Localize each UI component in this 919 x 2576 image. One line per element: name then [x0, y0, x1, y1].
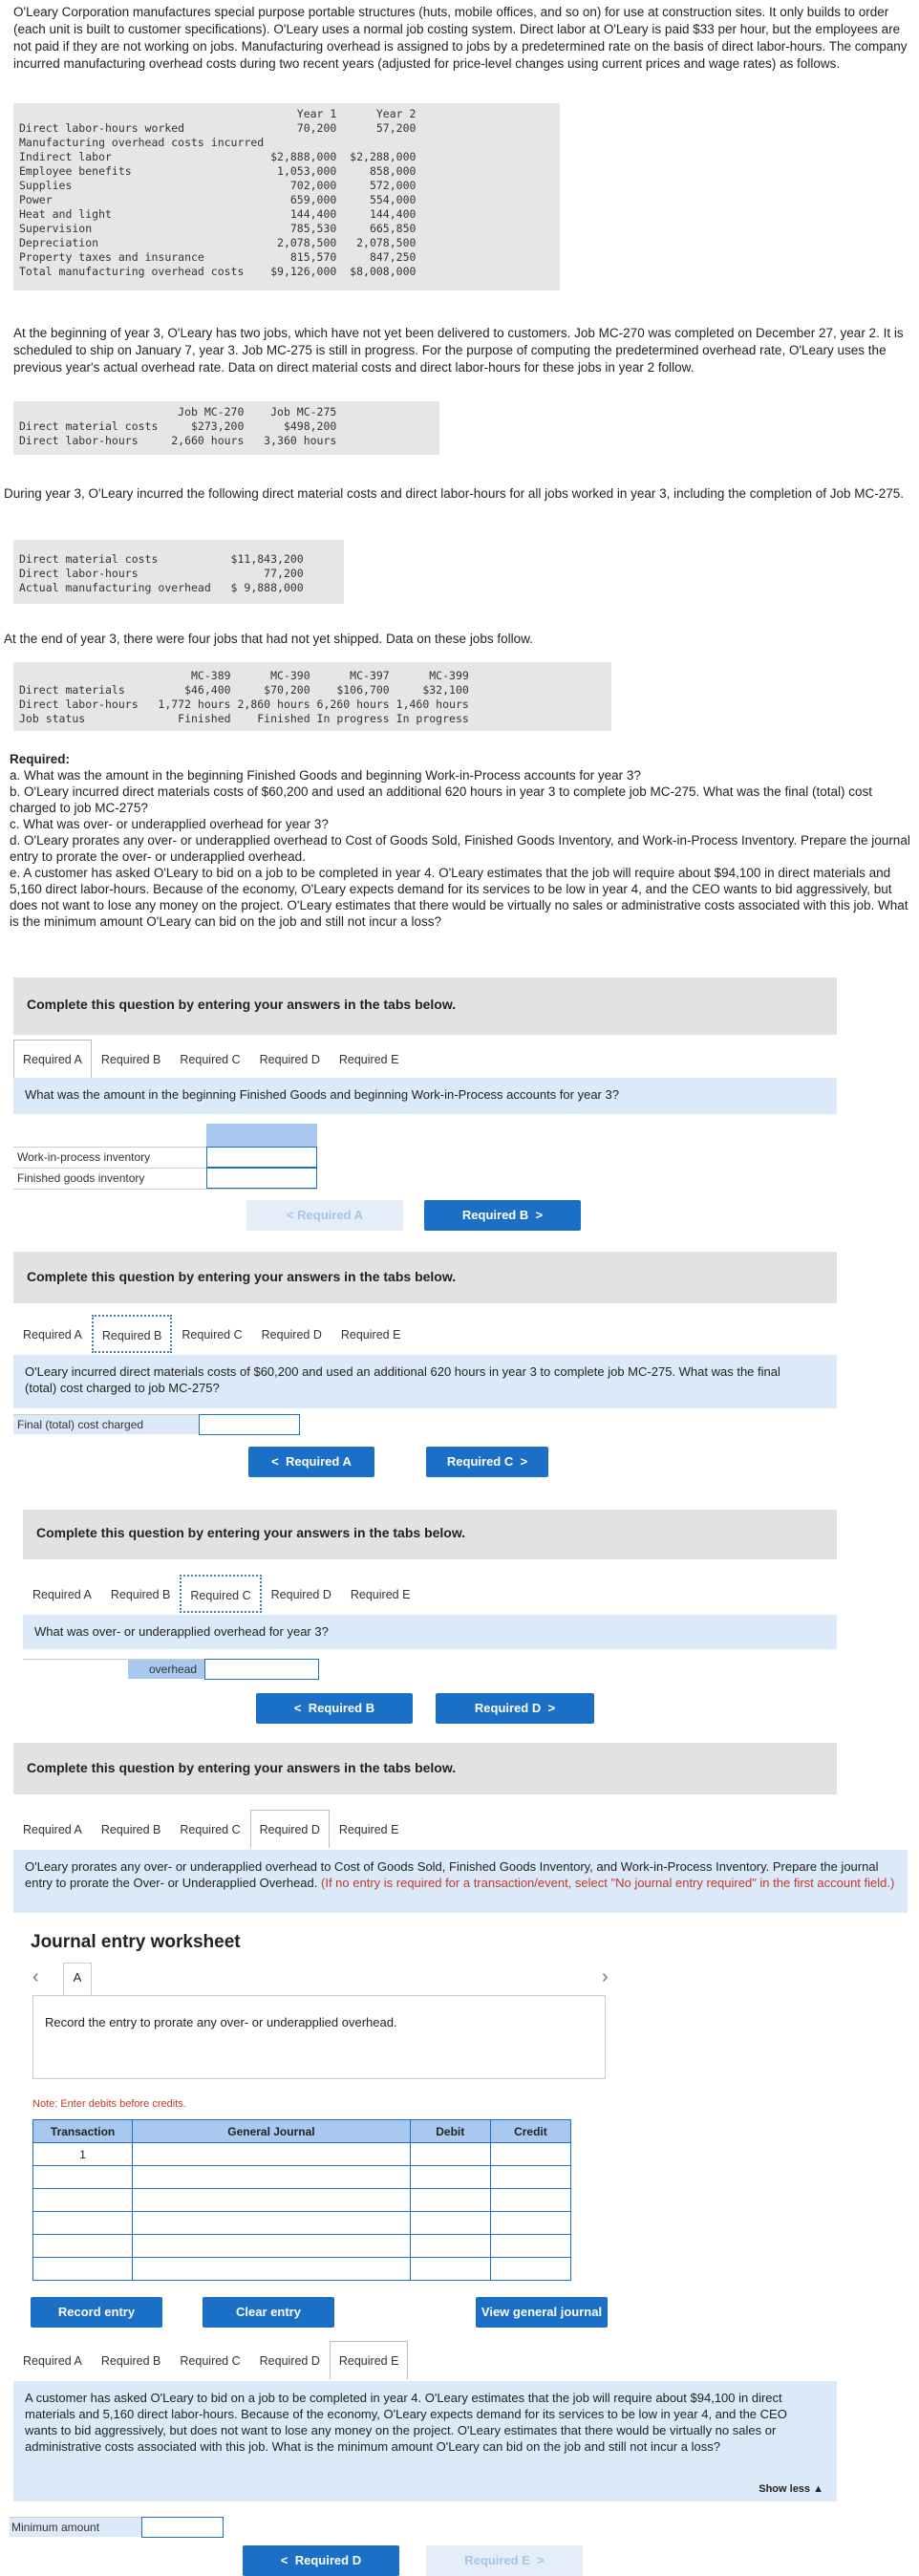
tab-required-e[interactable]: Required E	[338, 1053, 399, 1066]
final-cost-input[interactable]	[199, 1414, 300, 1435]
tab-required-a[interactable]: Required A	[32, 1588, 92, 1601]
question-d	[13, 1850, 908, 1913]
table3	[19, 552, 304, 595]
table4-row: Direct materials $46,400 $70,200 $106,700 $32,100	[19, 683, 469, 697]
next-button-b[interactable]	[426, 1447, 548, 1477]
transaction-cell	[33, 2235, 133, 2258]
table4-header: MC-389 MC-390 MC-397 MC-399	[19, 669, 469, 682]
table2-row: Direct material costs $273,200 $498,200	[19, 419, 337, 433]
view-journal-button[interactable]	[476, 2297, 608, 2328]
journal-row	[33, 2258, 571, 2281]
chevron-left-icon: <	[271, 1454, 286, 1469]
chevron-right-icon[interactable]: ›	[602, 1966, 609, 1987]
tab-required-b[interactable]: Required B	[100, 1053, 161, 1066]
wip-input[interactable]	[206, 1147, 317, 1168]
tabs-e	[13, 2341, 408, 2379]
overhead-label-bg	[23, 1660, 128, 1679]
table-a-header	[206, 1124, 317, 1147]
para2-text: At the beginning of year 3, O'Leary has two jobs, which have not yet been delivered to customers. Job MC-270 was completed on December 27, year 2. It is scheduled to ship on January 7, year 3. Job MC-275 is still in progress. For the purpose of computing the predetermined overhead rate, O'Leary uses the previous year's actual overhead rate. Data on direct material costs and direct labor-hours for these jobs in year 2 follow.	[13, 326, 904, 375]
journal-row	[33, 2235, 571, 2258]
tab-required-d[interactable]: Required D	[250, 1810, 330, 1848]
transaction-cell: 1	[33, 2143, 133, 2166]
record-label: Record entry	[57, 2305, 136, 2319]
col-credit: Credit	[490, 2120, 570, 2143]
account-input[interactable]	[133, 2235, 411, 2258]
account-input[interactable]	[133, 2212, 411, 2235]
tabs-c	[23, 1575, 419, 1613]
journal-row	[33, 2189, 571, 2212]
journal-row	[33, 2166, 571, 2189]
prev-button-e[interactable]	[243, 2545, 399, 2576]
complete-bar-b: Complete this question by entering your answers in the tabs below.	[13, 1252, 837, 1303]
min-amount-label: Minimum amount	[11, 2521, 100, 2534]
question-d-note: (If no entry is required for a transaction/event, select "No journal entry required" in the first account field.)	[321, 1875, 895, 1890]
wip-label: Work-in-process inventory	[17, 1150, 151, 1164]
clear-entry-button[interactable]	[203, 2297, 334, 2328]
tab-required-a[interactable]: Required A	[23, 1823, 82, 1836]
tab-required-d[interactable]: Required D	[261, 1328, 322, 1342]
debit-input[interactable]	[410, 2212, 490, 2235]
table1-header: Year 1 Year 2	[19, 107, 417, 120]
question-a: What was the amount in the beginning Finished Goods and beginning Work-in-Process accounts for year 3?	[13, 1078, 837, 1114]
tab-required-c[interactable]: Required C	[180, 1053, 241, 1066]
view-label: View general journal	[481, 2305, 603, 2319]
account-input[interactable]	[133, 2189, 411, 2212]
tab-required-a[interactable]: Required A	[23, 1328, 82, 1342]
debit-input[interactable]	[410, 2143, 490, 2166]
debit-input[interactable]	[410, 2235, 490, 2258]
journal-row	[33, 2143, 571, 2166]
fg-input[interactable]	[206, 1168, 317, 1189]
debit-input[interactable]	[410, 2189, 490, 2212]
table1-row: Indirect labor $2,888,000 $2,288,000	[19, 150, 417, 163]
chevron-left-icon: <	[293, 1701, 309, 1715]
clear-label: Clear entry	[236, 2305, 301, 2319]
tab-required-a[interactable]: Required A	[13, 1040, 92, 1078]
tab-required-c[interactable]: Required C	[180, 2354, 241, 2368]
complete-bar-c: Complete this question by entering your answers in the tabs below.	[23, 1510, 837, 1559]
required-a: a. What was the amount in the beginning Finished Goods and beginning Work-in-Process accounts for year 3?	[10, 768, 641, 783]
table2-row: Direct labor-hours 2,660 hours 3,360 hours	[19, 434, 337, 447]
required-c: c. What was over- or underapplied overhead for year 3?	[10, 817, 329, 831]
required-e: e. A customer has asked O'Leary to bid on a job to be completed in year 4. O'Leary estimates that the job will require about $94,100 in direct materials and 5,160 direct labor-hours. Because of the economy, O'Leary expects demand for its services to be low in year 4, and the CEO wants to bid aggressively, but does not want to lose any money on the project. O'Leary estimates that there would be virtually no sales or administrative costs associated with this job. What is the minimum amount O'Leary can bid on the job and still not incur a loss?	[10, 866, 908, 929]
transaction-cell	[33, 2189, 133, 2212]
required-title: Required:	[10, 752, 71, 766]
complete-bar-a: Complete this question by entering your answers in the tabs below.	[13, 977, 837, 1035]
transaction-cell	[33, 2212, 133, 2235]
col-general-journal: General Journal	[133, 2120, 411, 2143]
account-input[interactable]	[133, 2166, 411, 2189]
credit-input[interactable]	[490, 2212, 570, 2235]
debit-input[interactable]	[410, 2258, 490, 2281]
show-less-link[interactable]: Show less ▲	[759, 2482, 823, 2495]
next-label: Required C	[446, 1454, 514, 1469]
overhead-label: overhead	[149, 1663, 198, 1676]
table4-row: Job status Finished Finished In progress In progress	[19, 712, 469, 725]
tab-required-a[interactable]: Required A	[23, 2354, 82, 2368]
chevron-left-icon: <	[280, 2553, 295, 2567]
required-b: b. O'Leary incurred direct materials costs of $60,200 and used an additional 620 hours in year 3 to complete job MC-275. What was the final (total) cost charged to job MC-275?	[10, 784, 873, 815]
table1-row: Heat and light 144,400 144,400	[19, 207, 417, 221]
debit-input[interactable]	[410, 2166, 490, 2189]
journal-header	[33, 2120, 571, 2143]
prev-label: Required A	[297, 1208, 364, 1222]
tab-required-b[interactable]: Required B	[92, 1315, 173, 1353]
table1-row: Depreciation 2,078,500 2,078,500	[19, 236, 417, 249]
overhead-input[interactable]	[204, 1659, 319, 1680]
table1-row: Employee benefits 1,053,000 858,000	[19, 164, 417, 178]
table3-row: Direct labor-hours 77,200	[19, 567, 304, 580]
instruction-box	[32, 1995, 606, 2079]
tab-required-e[interactable]: Required E	[338, 1823, 399, 1836]
min-amount-input[interactable]	[141, 2517, 224, 2538]
tabs-a	[13, 1040, 408, 1078]
chevron-left-icon[interactable]: ‹	[32, 1966, 39, 1987]
table4	[19, 669, 469, 726]
note-text: Note: Enter debits before credits.	[32, 2098, 186, 2110]
worksheet-page-tab[interactable]	[63, 1963, 92, 1995]
tab-required-d[interactable]: Required D	[259, 2354, 320, 2368]
credit-input[interactable]	[490, 2258, 570, 2281]
credit-input[interactable]	[490, 2166, 570, 2189]
next-label: Required D	[474, 1701, 542, 1715]
intro-text: O'Leary Corporation manufactures special purpose portable structures (huts, mobile offices, and so on) for use at construction sites. It only builds to order (each unit is built to customer specifications). O'Leary uses a normal job costing system. Direct labor at O'Leary is paid $33 per hour, but the employees are not paid if they are not working on jobs. Manufacturing overhead is assigned to jobs by a predetermined rate on the basis of direct labor-hours. The company incurred manufacturing overhead costs during two recent years (adjusted for price-level changes using current prices and wage rates) as follows.	[13, 5, 908, 71]
journal-table	[32, 2119, 571, 2281]
tab-required-e[interactable]: Required E	[350, 1588, 411, 1601]
next-button-e[interactable]	[426, 2545, 583, 2576]
prev-button-a[interactable]	[246, 1200, 403, 1231]
table1-row: Power 659,000 554,000	[19, 193, 417, 206]
credit-input[interactable]	[490, 2189, 570, 2212]
next-button-a[interactable]	[424, 1200, 581, 1231]
required-block	[10, 751, 913, 930]
tab-required-e[interactable]: Required E	[340, 1328, 401, 1342]
chevron-right-icon: >	[529, 2553, 545, 2567]
table1-row: Total manufacturing overhead costs $9,126,000 $8,008,000	[19, 265, 417, 278]
worksheet-title: Journal entry worksheet	[31, 1932, 241, 1952]
final-cost-label: Final (total) cost charged	[17, 1418, 144, 1431]
account-input[interactable]	[133, 2258, 411, 2281]
question-e-text: A customer has asked O'Leary to bid on a job to be completed in year 4. O'Leary estimates that the job will require about $94,100 in direct materials and 5,160 direct labor-hours. Because of the economy, O'Leary expects demand for its services to be low in year 4, and the CEO wants to bid aggressively, but does not want to lose any money on the project. O'Leary estimates that there would be virtually no sales or administrative costs associated with this job. What is the minimum amount O'Leary can bid on the job and still not incur a loss?	[25, 2391, 787, 2454]
table3-row: Direct material costs $11,843,200	[19, 552, 304, 566]
question-c: What was over- or underapplied overhead for year 3?	[23, 1615, 837, 1649]
credit-input[interactable]	[490, 2143, 570, 2166]
fg-label: Finished goods inventory	[17, 1171, 145, 1185]
chevron-right-icon: >	[513, 1454, 528, 1469]
prev-label: Required D	[294, 2553, 362, 2567]
credit-input[interactable]	[490, 2235, 570, 2258]
tab-required-c[interactable]: Required C	[180, 1575, 261, 1613]
table1-row: Supervision 785,530 665,850	[19, 222, 417, 235]
table1-row: Direct labor-hours worked 70,200 57,200	[19, 121, 417, 135]
prev-button-b[interactable]	[248, 1447, 374, 1477]
question-e	[13, 2381, 837, 2501]
next-label: Required E	[464, 2553, 530, 2567]
prev-button-c[interactable]	[256, 1693, 413, 1724]
journal-row	[33, 2212, 571, 2235]
tab-required-e[interactable]: Required E	[330, 2341, 409, 2379]
question-d-text: O'Leary prorates any over- or underapplied overhead to Cost of Goods Sold, Finished Goods Inventory, and Work-in-Process Inventory. Prepare the journal entry to prorate the Over- or Underapplied Overhead.	[25, 1859, 879, 1890]
tab-required-b[interactable]: Required B	[100, 2354, 161, 2368]
tab-required-d[interactable]: Required D	[259, 1053, 320, 1066]
tab-required-b[interactable]: Required B	[110, 1588, 171, 1601]
table2	[19, 405, 336, 448]
required-d: d. O'Leary prorates any over- or underapplied overhead to Cost of Goods Sold, Finished Goods Inventory, and Work-in-Process Inventory. Prepare the journal entry to prorate the over- or underapplied overhead.	[10, 833, 910, 864]
table1-row: Property taxes and insurance 815,570 847,250	[19, 250, 417, 264]
table2-header: Job MC-270 Job MC-275	[19, 405, 337, 419]
table3-row: Actual manufacturing overhead $ 9,888,000	[19, 581, 304, 594]
tab-required-b[interactable]: Required B	[100, 1823, 161, 1836]
tab-required-c[interactable]: Required C	[180, 1823, 241, 1836]
para3-text: During year 3, O'Leary incurred the following direct material costs and direct labor-hours for all jobs worked in year 3, including the completion of Job MC-275.	[4, 486, 905, 501]
page-tab-label: A	[73, 1970, 82, 1985]
chevron-left-icon: <	[286, 1208, 298, 1222]
next-button-c[interactable]	[436, 1693, 594, 1724]
account-input[interactable]	[133, 2143, 411, 2166]
chevron-right-icon: >	[528, 1208, 544, 1222]
tab-required-d[interactable]: Required D	[270, 1588, 331, 1601]
table1	[19, 107, 422, 279]
complete-bar-d: Complete this question by entering your answers in the tabs below.	[13, 1743, 837, 1794]
divider	[13, 1189, 317, 1190]
record-entry-button[interactable]	[31, 2297, 162, 2328]
transaction-cell	[33, 2166, 133, 2189]
tabs-d	[13, 1810, 408, 1848]
tab-required-c[interactable]: Required C	[182, 1328, 243, 1342]
col-debit: Debit	[410, 2120, 490, 2143]
col-transaction: Transaction	[33, 2120, 133, 2143]
table4-row: Direct labor-hours 1,772 hours 2,860 hours 6,260 hours 1,460 hours	[19, 698, 469, 711]
prev-label: Required B	[308, 1701, 375, 1715]
table1-row: Manufacturing overhead costs incurred	[19, 136, 423, 149]
question-b: O'Leary incurred direct materials costs of $60,200 and used an additional 620 hours in year 3 to complete job MC-275. What was the final (total) cost charged to job MC-275?	[13, 1355, 837, 1408]
next-label: Required B	[461, 1208, 529, 1222]
table1-row: Supplies 702,000 572,000	[19, 179, 417, 192]
tabs-b	[13, 1315, 410, 1353]
prev-label: Required A	[285, 1454, 352, 1469]
instruction-text: Record the entry to prorate any over- or underapplied overhead.	[45, 2015, 397, 2029]
transaction-cell	[33, 2258, 133, 2281]
chevron-right-icon: >	[541, 1701, 556, 1715]
para4-text: At the end of year 3, there were four jobs that had not yet shipped. Data on these jobs follow.	[4, 632, 533, 646]
